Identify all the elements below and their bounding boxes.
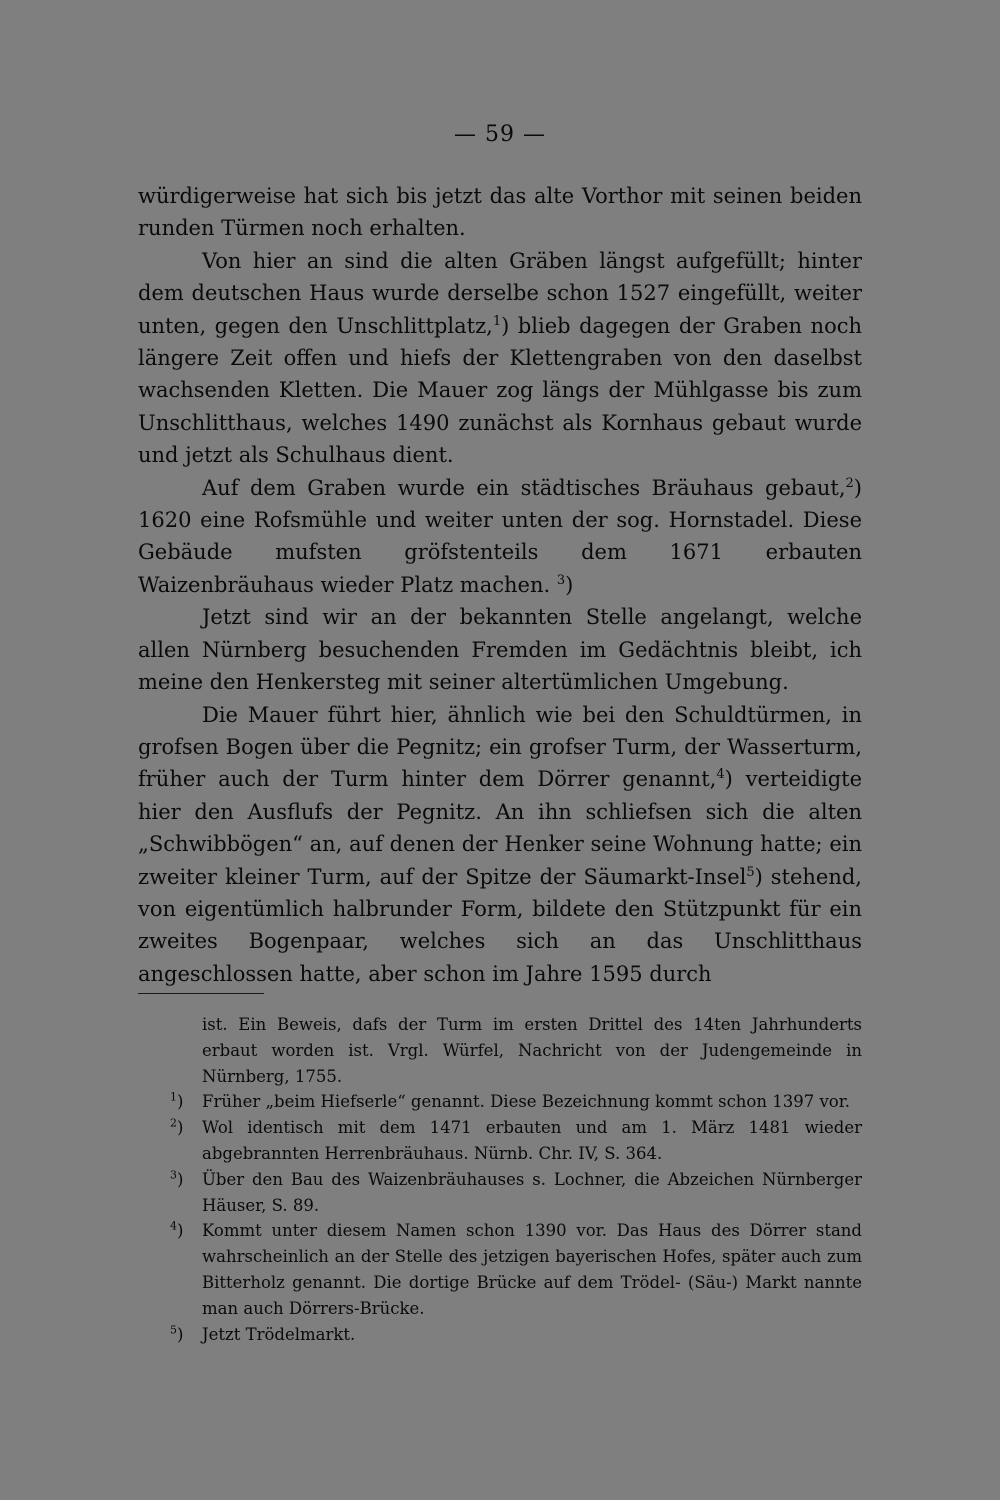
- footnote-ref-3[interactable]: 3: [556, 572, 566, 588]
- footnote-text: Jetzt Trödelmarkt.: [202, 1324, 356, 1344]
- paragraph-2: Von hier an sind die alten Gräben längst aufgefüllt; hinter dem deutschen Haus wurde derselbe schon 1527 eingefüllt, weiter unten, gegen den Unschlittplatz,$^1$) blieb dagegen der Graben noch längere Zeit offen und hiefs der Klettengraben von den daselbst wachsenden Kletten. Die Mauer zog längs der Mühlgasse bis zum Unschlitthaus, welches 1490 zunächst als Kornhaus gebaut wurde und jetzt als Schulhaus dient.: [138, 248, 863, 468]
- paragraph-1: würdigerweise hat sich bis jetzt das alte Vorthor mit seinen beiden runden Türmen noch erhalten.: [138, 184, 862, 241]
- footnote-mark: $^4$): [170, 1219, 184, 1241]
- footnote-5: [170, 1322, 862, 1348]
- paragraph-4: Jetzt sind wir an der bekannten Stelle angelangt, welche allen Nürnberg besuchenden Fremden im Gedächtnis bleibt, ich meine den Henkersteg mit seiner altertümlichen Umgebung.: [138, 605, 862, 695]
- footnote-ref-1[interactable]: 1: [492, 313, 502, 329]
- footnote-1: [170, 1089, 862, 1115]
- footnote-text: Früher „beim Hiefserle“ genannt. Diese Bezeichnung kommt schon 1397 vor.: [202, 1092, 851, 1112]
- footnote-continuation: ist. Ein Beweis, dafs der Turm im ersten Drittel des 14ten Jahrhunderts erbaut worden ist. Vrgl. Würfel, Nachricht von der Judengemeinde in Nürnberg, 1755.: [202, 1015, 862, 1086]
- footnote-text: Über den Bau des Waizenbräuhauses s. Lochner, die Abzeichen Nürnberger Häuser, S. 89.: [202, 1169, 862, 1215]
- footnote-4: [170, 1218, 862, 1321]
- footnote-ref-5[interactable]: 5: [746, 864, 755, 880]
- page-number: — 59 —: [454, 122, 546, 147]
- footnote-divider: [138, 993, 264, 994]
- footnote-text: Wol identisch mit dem 1471 erbauten und am 1. März 1481 wieder abgebrannten Herrenbräuhaus. Nürnb. Chr. IV, S. 364.: [202, 1118, 862, 1163]
- footnote-mark: $^3$): [170, 1168, 184, 1189]
- paragraph-5: Die Mauer führt hier, ähnlich wie bei den Schuldtürmen, in grofsen Bogen über die Pegnitz; ein grofser Turm, der Wasserturm, früher auch der Turm hinter dem Dörrer genannt,$^4$) verteidigte hier den Ausflufs der Pegnitz. An ihn schliefsen sich die alten „Schwibbögen“ an, auf denen der Henker seine Wohnung hatte; ein zweiter kleiner Turm, auf der Spitze der Säumarkt-Insel$^5$) stehend, von eigentümlich halbrunder Form, bildete den Stützpunkt für ein zweites Bogenpaar, welches sich an das Unschlitthaus angeschlossen hatte, aber schon im Jahre 1595 durch: [138, 702, 862, 986]
- footnote-mark: $^1$): [170, 1090, 184, 1112]
- footnote-ref-2[interactable]: 2: [845, 475, 854, 491]
- footnote-3: [170, 1167, 862, 1219]
- footnote-mark: $^2$): [170, 1116, 184, 1138]
- main-text: [138, 180, 862, 990]
- footnote-ref-4[interactable]: 4: [716, 767, 725, 783]
- footnotes: [170, 1012, 862, 1347]
- paragraph-3: Auf dem Graben wurde ein städtisches Bräuhaus gebaut,$^2$) 1620 eine Rofsmühle und weiter unten der sog. Hornstadel. Diese Gebäude mufsten gröfstenteils dem 1671 erbauten Waizenbräuhaus wieder Platz machen. $^3$): [138, 475, 862, 597]
- footnote-text: Kommt unter diesem Namen schon 1390 vor. Das Haus des Dörrer stand wahrscheinlich an der Stelle des jetzigen bayerischen Hofes, später auch zum Bitterholz genannt. Die dortige Brücke auf dem Trödel- (Säu-) Markt nannte man auch Dörrers-Brücke.: [202, 1221, 862, 1318]
- footnote-2: [170, 1115, 862, 1167]
- footnote-mark: $^5$): [170, 1323, 184, 1344]
